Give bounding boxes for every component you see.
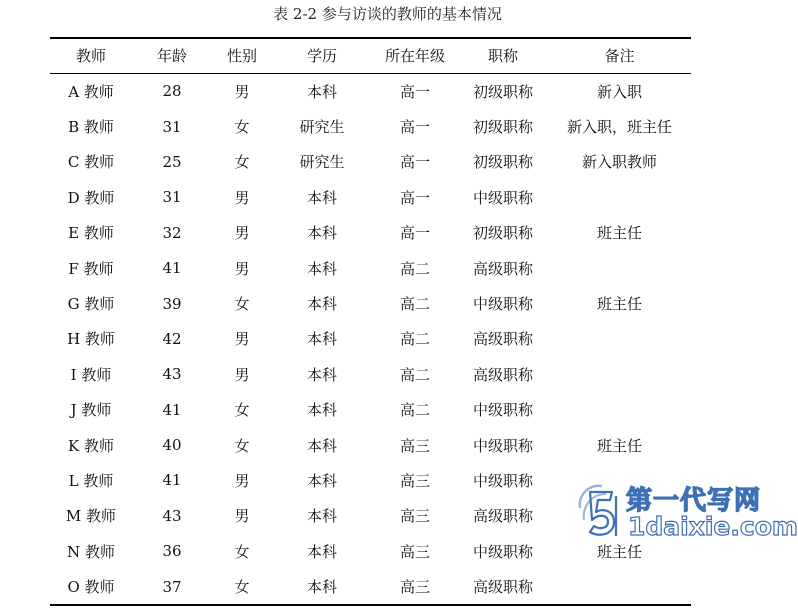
age-cell: 42 <box>162 329 182 348</box>
grade-cell: 高三 <box>399 436 430 455</box>
title-cell: 初级职称 <box>472 82 533 101</box>
age-cell: 36 <box>162 542 182 561</box>
remarks-cell <box>548 357 691 392</box>
remarks-cell <box>548 250 691 285</box>
table-row <box>50 286 691 321</box>
table-row <box>50 250 691 285</box>
teacher-cell: K 教师 <box>68 436 114 455</box>
watermark-logo-icon <box>572 480 624 542</box>
education-cell: 本科 <box>306 365 337 384</box>
age-cell: 41 <box>162 400 182 419</box>
remarks-cell <box>548 392 691 427</box>
column-header-grade: 所在年级 <box>372 38 458 73</box>
grade-cell: 高二 <box>399 295 430 314</box>
teacher-cell: L 教师 <box>68 471 114 490</box>
grade-cell: 高一 <box>399 82 430 101</box>
table-row <box>50 569 691 605</box>
table-row <box>50 427 691 462</box>
column-header-education: 学历 <box>272 38 372 73</box>
column-header-age: 年龄 <box>132 38 212 73</box>
education-cell: 本科 <box>306 330 337 349</box>
gender-cell: 男 <box>234 507 250 526</box>
title-cell: 中级职称 <box>472 295 533 314</box>
education-cell: 本科 <box>306 436 337 455</box>
age-cell: 25 <box>162 152 182 171</box>
age-cell: 41 <box>162 471 182 490</box>
column-header-title: 职称 <box>458 38 548 73</box>
education-cell: 本科 <box>306 224 337 243</box>
watermark-text-en: 1daixie.com <box>628 512 798 541</box>
title-cell: 高级职称 <box>472 365 533 384</box>
grade-cell: 高一 <box>399 224 430 243</box>
age-cell: 39 <box>162 294 182 313</box>
remarks-cell: 新入职 <box>596 82 642 101</box>
title-cell: 高级职称 <box>472 259 533 278</box>
table-header-row <box>50 38 691 73</box>
age-cell: 28 <box>162 82 182 101</box>
title-cell: 初级职称 <box>472 118 533 137</box>
watermark-text-cn: 第一代写网 <box>626 486 762 516</box>
table-row <box>50 144 691 179</box>
title-cell: 初级职称 <box>472 224 533 243</box>
title-cell: 高级职称 <box>472 507 533 526</box>
education-cell: 本科 <box>306 82 337 101</box>
education-cell: 研究生 <box>299 118 345 137</box>
table-row <box>50 109 691 144</box>
gender-cell: 女 <box>234 401 250 420</box>
watermark <box>572 478 798 548</box>
gender-cell: 女 <box>234 118 250 137</box>
education-cell: 本科 <box>306 542 337 561</box>
grade-cell: 高二 <box>399 330 430 349</box>
grade-cell: 高二 <box>399 401 430 420</box>
gender-cell: 女 <box>234 153 250 172</box>
title-cell: 高级职称 <box>458 569 548 605</box>
teacher-cell: D 教师 <box>67 188 115 207</box>
title-cell: 中级职称 <box>472 542 533 561</box>
education-cell: 本科 <box>306 507 337 526</box>
table-caption: 表 2-2 参与访谈的教师的基本情况 <box>273 5 502 23</box>
table-row <box>50 392 691 427</box>
table-row <box>50 215 691 250</box>
age-cell: 31 <box>162 117 182 136</box>
teacher-cell: I 教师 <box>70 365 112 384</box>
gender-cell: 女 <box>234 542 250 561</box>
remarks-cell <box>548 569 691 605</box>
teacher-cell: B 教师 <box>68 118 114 137</box>
title-cell: 初级职称 <box>472 153 533 172</box>
education-cell: 本科 <box>306 295 337 314</box>
education-cell: 研究生 <box>299 153 345 172</box>
grade-cell: 高三 <box>399 507 430 526</box>
column-header-remarks: 备注 <box>548 38 691 73</box>
title-cell: 高级职称 <box>472 330 533 349</box>
education-cell: 本科 <box>306 471 337 490</box>
column-header-gender: 性别 <box>212 38 272 73</box>
remarks-cell <box>548 180 691 215</box>
teacher-cell: H 教师 <box>67 330 115 349</box>
age-cell: 32 <box>162 223 182 242</box>
education-cell: 本科 <box>306 188 337 207</box>
remarks-cell: 新入职，班主任 <box>566 118 672 137</box>
age-cell: 40 <box>162 436 182 455</box>
grade-cell: 高一 <box>399 188 430 207</box>
age-cell: 41 <box>162 259 182 278</box>
education-cell: 本科 <box>306 259 337 278</box>
gender-cell: 男 <box>234 471 250 490</box>
remarks-cell: 班主任 <box>596 436 642 455</box>
age-cell: 37 <box>132 569 212 605</box>
table-row <box>50 73 691 109</box>
title-cell: 中级职称 <box>472 471 533 490</box>
gender-cell: 女 <box>234 295 250 314</box>
title-cell: 中级职称 <box>472 401 533 420</box>
education-cell: 本科 <box>306 401 337 420</box>
column-header-teacher: 教师 <box>50 38 132 73</box>
teacher-cell: N 教师 <box>67 542 115 561</box>
remarks-cell: 班主任 <box>596 295 642 314</box>
age-cell: 43 <box>162 506 182 525</box>
gender-cell: 男 <box>234 259 250 278</box>
gender-cell: 男 <box>234 82 250 101</box>
teacher-cell: F 教师 <box>68 259 114 278</box>
teacher-cell: M 教师 <box>65 507 117 526</box>
table-row <box>50 357 691 392</box>
teacher-cell: O 教师 <box>50 569 132 605</box>
grade-cell: 高三 <box>372 569 458 605</box>
remarks-cell <box>548 321 691 356</box>
grade-cell: 高三 <box>399 542 430 561</box>
age-cell: 31 <box>162 188 182 207</box>
teacher-cell: C 教师 <box>67 153 115 172</box>
gender-cell: 男 <box>234 224 250 243</box>
grade-cell: 高二 <box>399 259 430 278</box>
remarks-cell: 新入职教师 <box>581 153 657 172</box>
teacher-cell: A 教师 <box>68 82 114 101</box>
gender-cell: 男 <box>234 188 250 207</box>
age-cell: 43 <box>162 365 182 384</box>
teacher-cell: J 教师 <box>70 401 112 420</box>
gender-cell: 男 <box>234 365 250 384</box>
teacher-cell: E 教师 <box>68 224 114 243</box>
remarks-cell: 班主任 <box>596 542 642 561</box>
teacher-cell: G 教师 <box>67 295 115 314</box>
gender-cell: 女 <box>212 569 272 605</box>
table-row <box>50 180 691 215</box>
grade-cell: 高二 <box>399 365 430 384</box>
gender-cell: 男 <box>234 330 250 349</box>
title-cell: 中级职称 <box>472 188 533 207</box>
remarks-cell: 班主任 <box>596 224 642 243</box>
education-cell: 本科 <box>272 569 372 605</box>
grade-cell: 高一 <box>399 118 430 137</box>
table-row <box>50 321 691 356</box>
gender-cell: 女 <box>234 436 250 455</box>
grade-cell: 高一 <box>399 153 430 172</box>
grade-cell: 高三 <box>399 471 430 490</box>
title-cell: 中级职称 <box>472 436 533 455</box>
